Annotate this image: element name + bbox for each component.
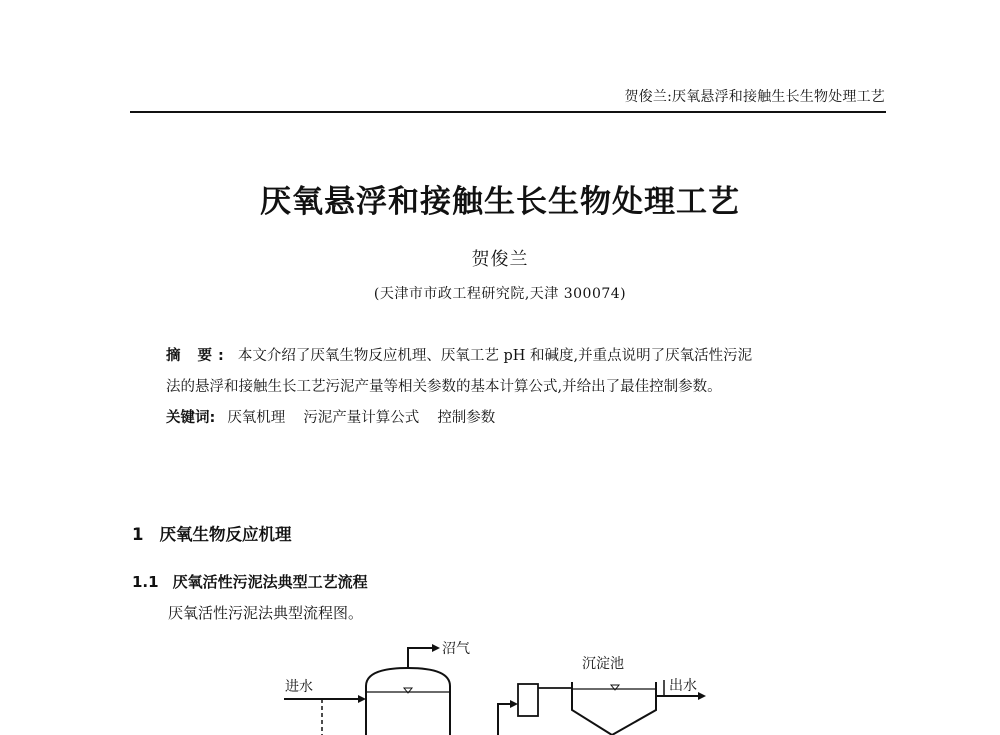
keyword: 控制参数: [437, 410, 496, 426]
biogas-label: 沼气: [442, 641, 470, 657]
abstract-text-1: 本文介绍了厌氧生物反应机理、厌氧工艺 pH 和碱度,并重点说明了厌氧活性污泥: [237, 348, 753, 364]
outflow-arrowhead: [698, 692, 706, 700]
section-1-heading: [132, 521, 291, 545]
abstract-text-2: 法的悬浮和接触生长工艺污泥产量等相关参数的基本计算公式,并给出了最佳控制参数。: [166, 379, 722, 395]
author: 贺俊兰: [471, 249, 529, 270]
keywords-line: [166, 405, 866, 436]
subsection-number: 1.1: [132, 573, 159, 591]
inflow-label: 进水: [285, 679, 313, 695]
running-header: 贺俊兰:厌氧悬浮和接触生长生物处理工艺: [624, 89, 885, 105]
section-body-text: 厌氧活性污泥法典型流程图。: [168, 604, 364, 622]
affiliation: (天津市市政工程研究院,天津 300074): [373, 286, 627, 302]
abstract: [166, 343, 866, 436]
outflow-label: 出水: [669, 678, 697, 694]
keywords-label: 关键词:: [166, 410, 216, 426]
degasifier-box: [518, 684, 538, 716]
transfer-arrowhead: [510, 700, 518, 708]
reactor-vessel: [366, 668, 450, 735]
section-number: 1: [132, 525, 144, 544]
inflow-arrowhead: [358, 695, 366, 703]
biogas-arrowhead: [432, 644, 440, 652]
biogas-pipe: [408, 648, 432, 668]
paper-title: 厌氧悬浮和接触生长生物处理工艺: [260, 184, 740, 220]
clarifier-tank: [572, 682, 656, 735]
process-flow-diagram: [280, 636, 740, 735]
keyword: 厌氧机理: [227, 410, 286, 426]
clarifier-label: 沉淀池: [582, 656, 624, 672]
abstract-line-1: [166, 343, 866, 374]
keyword: 污泥产量计算公式: [303, 410, 420, 426]
section-title: 厌氧生物反应机理: [159, 525, 292, 544]
abstract-label: 摘 要:: [166, 348, 230, 364]
header-rule: [130, 111, 886, 113]
abstract-line-2: [166, 374, 866, 405]
transfer-pipe: [498, 704, 512, 735]
section-1-1-heading: [132, 571, 368, 592]
subsection-title: 厌氧活性污泥法典型工艺流程: [172, 573, 368, 591]
